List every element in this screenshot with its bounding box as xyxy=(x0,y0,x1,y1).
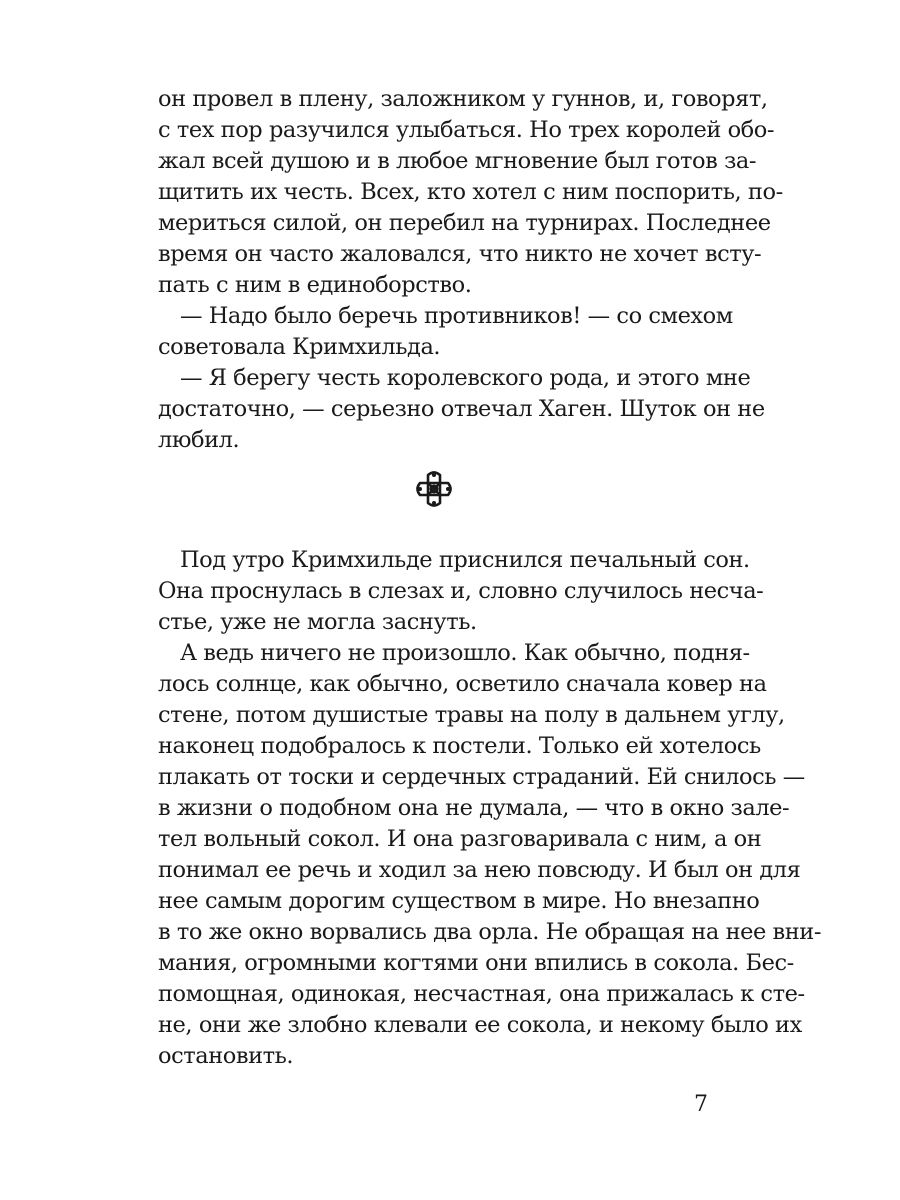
text-line: Она проснулась в слезах и, словно случилось несча- xyxy=(158,578,764,604)
text-line: понимал ее речь и ходил за нею повсюду. И был он для xyxy=(158,857,801,883)
text-line: остановить. xyxy=(158,1043,294,1069)
text-line: пать с ним в единоборство. xyxy=(158,272,472,298)
text-line: — Я берегу честь королевского рода, и этого мне xyxy=(180,365,751,391)
text-line: нее самым дорогим существом в мире. Но внезапно xyxy=(158,888,760,914)
text-line: Под утро Кримхильде приснился печальный сон. xyxy=(180,547,750,573)
celtic-knot-icon xyxy=(414,469,454,509)
text-line: плакать от тоски и сердечных страданий. Ей снилось — xyxy=(158,764,805,790)
text-line: с тех пор разучился улыбаться. Но трех королей обо- xyxy=(158,117,775,143)
text-line: в жизни о подобном она не думала, — что в окно зале- xyxy=(158,795,790,821)
text-line: время он часто жаловался, что никто не хочет всту- xyxy=(158,241,762,267)
text-line: советовала Кримхильда. xyxy=(158,334,441,360)
text-line: мания, огромными когтями они впились в сокола. Бес- xyxy=(158,950,794,976)
text-line: наконец подобралось к постели. Только ей хотелось xyxy=(158,733,761,759)
text-section-2 xyxy=(158,545,822,1072)
text-line: щитить их честь. Всех, кто хотел с ним поспорить, по- xyxy=(158,179,783,205)
text-line: стье, уже не могла заснуть. xyxy=(158,609,477,635)
text-line: он провел в плену, заложником у гуннов, и, говорят, xyxy=(158,86,768,112)
text-line: лось солнце, как обычно, осветило сначала ковер на xyxy=(158,671,767,697)
text-line: не, они же злобно клевали ее сокола, и некому было их xyxy=(158,1012,802,1038)
text-section-1 xyxy=(158,84,783,456)
text-line: тел вольный сокол. И она разговаривала с ним, а он xyxy=(158,826,762,852)
page-number: 7 xyxy=(694,1092,708,1117)
text-line: — Надо было беречь противников! — со смехом xyxy=(180,303,733,329)
text-line: помощная, одинокая, несчастная, она прижалась к сте- xyxy=(158,981,805,1007)
text-line: жал всей душою и в любое мгновение был готов за- xyxy=(158,148,757,174)
text-line: достаточно, — серьезно отвечал Хаген. Шуток он не xyxy=(158,396,765,422)
text-line: мериться силой, он перебил на турнирах. Последнее xyxy=(158,210,771,236)
text-line: стене, потом душистые травы на полу в дальнем углу, xyxy=(158,702,785,728)
text-line: в то же окно ворвались два орла. Не обращая на нее вни- xyxy=(158,919,822,945)
text-line: любил. xyxy=(158,427,240,453)
text-line: А ведь ничего не произошло. Как обычно, подня- xyxy=(180,640,750,666)
